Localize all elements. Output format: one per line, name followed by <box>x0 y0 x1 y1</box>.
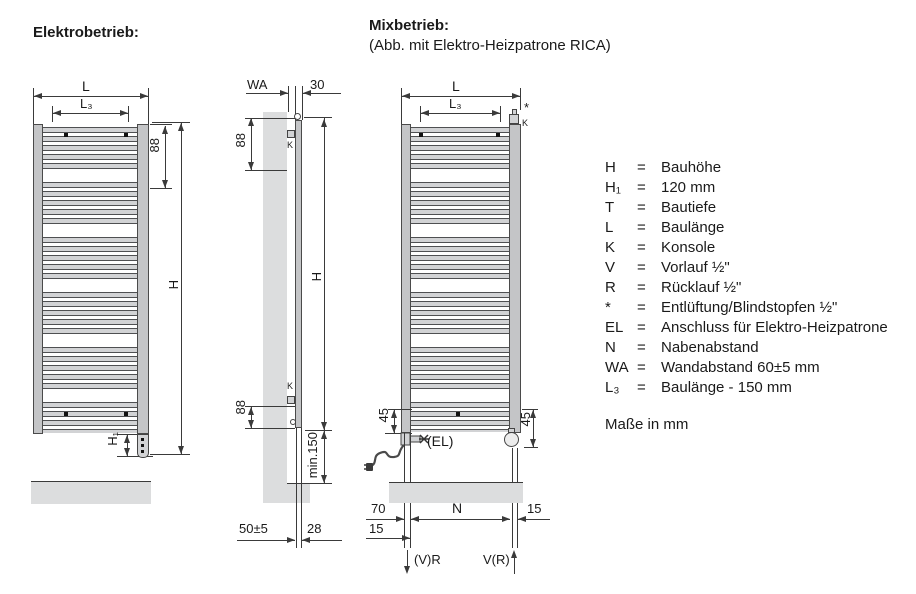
legend-text: Nabenabstand <box>661 339 759 356</box>
dim-arrow <box>492 110 500 116</box>
dim-arrow <box>124 448 130 456</box>
console-mount-dot <box>496 133 500 137</box>
dim-arrow <box>321 422 327 430</box>
dim-arrow <box>530 439 536 447</box>
legend-text: Anschluss für Elektro-Heizpatrone <box>661 319 888 336</box>
element-detail-dot <box>141 438 144 441</box>
pipe-line <box>296 428 297 548</box>
dim-line <box>181 123 182 454</box>
console-mount-dot <box>456 412 460 416</box>
legend-text: Baulänge - 150 mm <box>661 379 792 396</box>
radiator-left-rail <box>33 124 43 434</box>
dim-extension-line <box>305 430 332 431</box>
legend-symbol: R <box>605 279 616 296</box>
dim-arrow <box>402 535 410 541</box>
dim-extension-line <box>500 106 501 122</box>
legend-equals: = <box>637 239 646 256</box>
label-EL: (EL) <box>427 433 454 449</box>
dim-arrow <box>178 446 184 454</box>
subtitle-mixbetrieb: (Abb. mit Elektro-Heizpatrone RICA) <box>369 37 611 54</box>
dim-arrow <box>518 516 526 522</box>
tube-group <box>411 347 509 389</box>
label-K: K <box>522 118 529 128</box>
dim-arrow <box>120 110 128 116</box>
dim-label-88: 88 <box>147 138 162 153</box>
dim-arrow <box>321 431 327 439</box>
console-mount-dot <box>419 133 423 137</box>
tube-group <box>43 402 137 433</box>
dim-label-45-left: 45 <box>376 408 391 423</box>
legend-row <box>605 198 910 218</box>
legend-row <box>605 318 910 338</box>
floor-panel <box>31 482 151 504</box>
dim-label-28: 28 <box>307 521 322 536</box>
dim-label-88-top: 88 <box>233 133 248 148</box>
vent-plug-fitting <box>509 114 519 124</box>
legend-symbol: * <box>605 299 611 316</box>
dim-line <box>165 126 166 188</box>
dim-arrow <box>248 407 254 415</box>
dim-extension-line <box>152 122 190 123</box>
console-bracket-bottom <box>287 396 295 404</box>
dim-extension-line <box>288 86 289 112</box>
tube-group <box>411 292 509 334</box>
dim-arrow <box>421 110 429 116</box>
dim-arrow <box>248 420 254 428</box>
dim-extension-line <box>302 86 303 120</box>
legend-symbol: H <box>605 159 616 176</box>
tube-group <box>43 182 137 224</box>
dim-arrow <box>178 123 184 131</box>
tube-group <box>411 182 509 224</box>
legend-row <box>605 338 910 358</box>
dim-arrow <box>248 118 254 126</box>
dim-extension-line <box>524 447 538 448</box>
legend-row <box>605 258 910 278</box>
legend-equals: = <box>637 379 646 396</box>
dim-extension-line <box>148 88 149 124</box>
legend-text: Konsole <box>661 239 716 256</box>
dim-arrow <box>512 93 520 99</box>
tube-group <box>43 237 137 279</box>
dim-label-N: N <box>452 500 463 516</box>
radiator-tubes <box>43 127 137 433</box>
dim-arrow <box>321 475 327 483</box>
legend-text: 120 mm <box>661 179 716 196</box>
tube-group <box>411 127 509 169</box>
flow-arrow-line <box>407 550 408 566</box>
legend-text: Vorlauf ½" <box>661 259 730 276</box>
dim-label-88-bottom: 88 <box>233 400 248 415</box>
dim-label-15-right: 15 <box>527 501 542 516</box>
dim-arrow <box>287 537 295 543</box>
vent-fitting-circle <box>294 113 301 120</box>
valve-body <box>504 432 519 447</box>
tube-group <box>411 237 509 279</box>
dim-extension-line <box>245 170 287 171</box>
legend-equals: = <box>637 159 646 176</box>
dim-label-15-left: 15 <box>369 521 384 536</box>
legend-symbol: WA <box>605 359 629 376</box>
legend-symbol: L₃ <box>605 379 620 396</box>
dim-arrow <box>53 110 61 116</box>
dim-extension-line <box>245 428 295 429</box>
dim-arrow <box>402 93 410 99</box>
legend-symbol: L <box>605 219 614 236</box>
label-star: * <box>524 100 530 115</box>
legend-symbol: EL <box>605 319 624 336</box>
dim-arrow <box>411 516 419 522</box>
dim-arrow <box>396 516 404 522</box>
dim-label-L: L <box>82 78 90 94</box>
label-K-top: K <box>287 140 294 150</box>
legend-symbol: N <box>605 339 616 356</box>
dim-extension-line <box>150 188 172 189</box>
el-cable-plug-graphic <box>364 430 434 474</box>
tube-group <box>43 292 137 334</box>
dim-arrow <box>140 93 148 99</box>
legend-row <box>605 238 910 258</box>
legend <box>605 158 910 435</box>
flow-arrow-line <box>514 558 515 574</box>
dim-label-L3: L₃ <box>80 96 93 111</box>
console-bracket-top <box>287 130 295 138</box>
tube-group <box>43 347 137 389</box>
console-mount-dot <box>64 412 68 416</box>
dim-label-70: 70 <box>371 501 386 516</box>
dim-label-WA: WA <box>247 77 268 92</box>
legend-symbol: T <box>605 199 615 216</box>
dim-extension-line <box>128 106 129 122</box>
dim-label-50: 50±5 <box>239 521 268 536</box>
dim-arrow <box>502 516 510 522</box>
legend-row <box>605 378 910 398</box>
label-VR-down: (V)R <box>414 552 441 567</box>
dim-label-H: H <box>166 280 181 290</box>
dim-label-45-right: 45 <box>518 412 533 427</box>
tube-group <box>43 127 137 169</box>
legend-symbol: H₁ <box>605 179 621 196</box>
dim-label-30: 30 <box>310 77 325 92</box>
legend-text: Bauhöhe <box>661 159 722 176</box>
dim-label-H1: H₁ <box>105 432 120 446</box>
dim-line <box>411 519 510 520</box>
legend-equals: = <box>637 279 646 296</box>
pipe-line <box>301 428 302 548</box>
radiator-right-rail <box>137 124 149 434</box>
dim-label-L3: L₃ <box>449 96 462 111</box>
legend-equals: = <box>637 179 646 196</box>
console-mount-dot <box>64 133 68 137</box>
legend-text: Baulänge <box>661 219 725 236</box>
floor-panel <box>287 484 310 503</box>
dim-arrow <box>391 410 397 418</box>
element-detail-dot <box>141 450 144 453</box>
legend-text: Bautiefe <box>661 199 717 216</box>
legend-text: Entlüftung/Blindstopfen ½" <box>661 299 838 316</box>
dim-arrow <box>248 162 254 170</box>
legend-equals: = <box>637 199 646 216</box>
legend-symbol: K <box>605 239 616 256</box>
legend-row <box>605 358 910 378</box>
flow-arrow-down <box>404 566 410 574</box>
legend-equals: = <box>637 259 646 276</box>
dim-arrow <box>162 180 168 188</box>
title-mixbetrieb: Mixbetrieb: <box>369 17 450 34</box>
dim-arrow <box>321 119 327 127</box>
legend-row <box>605 278 910 298</box>
dim-arrow <box>303 90 311 96</box>
tube-group <box>411 402 509 432</box>
dim-extension-line <box>150 124 172 125</box>
dim-arrow <box>302 537 310 543</box>
label-K-bottom: K <box>287 381 294 391</box>
legend-row <box>605 298 910 318</box>
legend-row <box>605 158 910 178</box>
legend-equals: = <box>637 339 646 356</box>
legend-equals: = <box>637 219 646 236</box>
dim-label-min150: min.150 <box>305 432 320 479</box>
dim-arrow <box>162 126 168 134</box>
console-mount-dot <box>124 133 128 137</box>
dim-extension-line <box>520 88 521 110</box>
dim-label-H-middle: H <box>309 272 324 282</box>
drain-fitting-circle <box>290 419 296 425</box>
dim-extension-line <box>150 454 190 455</box>
dim-arrow <box>280 90 288 96</box>
legend-equals: = <box>637 319 646 336</box>
dim-line <box>324 118 325 430</box>
legend-row <box>605 218 910 238</box>
radiator-left-rail <box>401 124 411 433</box>
legend-text: Rücklauf ½" <box>661 279 742 296</box>
legend-symbol: V <box>605 259 616 276</box>
dim-line <box>421 113 500 114</box>
legend-row <box>605 178 910 198</box>
flow-arrow-up <box>511 550 517 558</box>
element-detail-dot <box>141 444 144 447</box>
console-mount-dot <box>124 412 128 416</box>
title-elektrobetrieb: Elektrobetrieb: <box>33 24 139 41</box>
legend-equals: = <box>637 299 646 316</box>
dim-line <box>53 113 128 114</box>
dim-label-L: L <box>452 78 460 94</box>
dim-extension-line <box>304 117 332 118</box>
radiator-tubes <box>411 127 509 432</box>
dim-arrow <box>124 435 130 443</box>
label-VR-up: V(R) <box>483 552 510 567</box>
dim-arrow <box>34 93 42 99</box>
radiator-profile <box>295 120 302 428</box>
legend-equals: = <box>637 359 646 376</box>
legend-note: Maße in mm <box>605 416 689 433</box>
legend-text: Wandabstand 60±5 mm <box>661 359 820 376</box>
radiator-right-rail <box>509 124 521 433</box>
